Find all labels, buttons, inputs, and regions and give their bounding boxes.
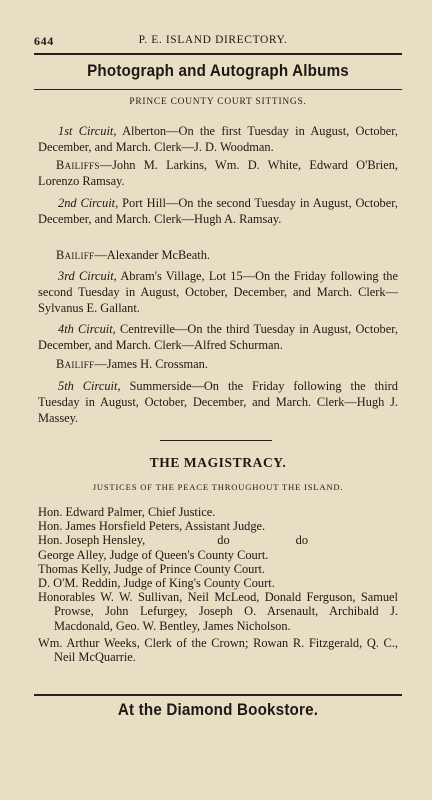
circuit-4-entry (38, 321, 398, 353)
list-item-name: Hon. Joseph Hensley, (38, 533, 146, 548)
page-number: 644 (34, 34, 54, 48)
circuit-1-text: Alberton—On the first Tuesday in August, October, December, and March. Clerk—J. D. Woodman. (38, 124, 399, 154)
circuit-2-label: 2nd Circuit, (58, 196, 119, 210)
ditto-mark: do (217, 533, 230, 548)
list-item: Hon. James Horsfield Peters, Assistant Judge. (38, 519, 266, 534)
footer-rule (34, 694, 402, 696)
circuit-4-text: Centreville—On the third Tuesday in August, October, December, and March. Clerk—Alfred Schurman. (38, 322, 398, 352)
bottom-advert-banner: At the Diamond Bookstore. (117, 701, 319, 719)
list-item: D. O'M. Reddin, Judge of King's County Court. (38, 576, 275, 591)
section-divider (160, 440, 272, 441)
justices-subheading: JUSTICES OF THE PEACE THROUGHOUT THE ISLAND. (92, 482, 344, 492)
circuit-5-entry (38, 378, 398, 426)
circuit-2-bailiff (38, 247, 398, 263)
bailiffs-names: —John M. Larkins, Wm. D. White, Edward O'Brien, Lorenzo Ramsay. (38, 158, 398, 188)
bailiff-name: —James H. Crossman. (94, 357, 208, 371)
bailiff-name: —Alexander McBeath. (94, 248, 210, 262)
banner-rule-top (34, 89, 402, 90)
circuit-2-text: Port Hill—On the second Tuesday in August, October, December, and March. Clerk—Hugh A. Ramsay. (38, 196, 398, 226)
header-rule (34, 53, 402, 55)
circuit-4-label: 4th Circuit, (58, 322, 116, 336)
circuit-3-entry (38, 268, 398, 316)
circuit-4-bailiff (38, 356, 398, 372)
list-item: George Alley, Judge of Queen's County Court. (38, 547, 269, 562)
circuit-3-text: Abram's Village, Lot 15—On the Friday following the second Tuesday in August, October, December, and March. Clerk—Sylvanus E. Gallant. (38, 269, 398, 315)
list-item: Thomas Kelly, Judge of Prince County Court. (38, 561, 266, 576)
top-advert-banner: Photograph and Autograph Albums (87, 62, 349, 80)
running-title: P. E. ISLAND DIRECTORY. (138, 34, 288, 46)
circuit-2-entry (38, 195, 398, 227)
list-item: Wm. Arthur Weeks, Clerk of the Crown; Rowan R. Fitzgerald, Q. C., Neil McQuarrie. (38, 635, 398, 665)
circuit-1-bailiffs (38, 157, 398, 189)
list-item: Hon. Edward Palmer, Chief Justice. (38, 505, 216, 519)
magistracy-list (38, 505, 398, 664)
ditto-mark: do (295, 533, 309, 548)
bailiffs-label: Bailiffs (56, 158, 100, 172)
circuit-1-entry (38, 123, 398, 155)
bailiff-label: Bailiff (56, 357, 95, 371)
bailiff-label: Bailiff (56, 248, 95, 262)
circuit-1-label: 1st Circuit, (58, 124, 117, 138)
magistracy-title: THE MAGISTRACY. (149, 455, 287, 470)
court-sittings-heading: PRINCE COUNTY COURT SITTINGS. (129, 97, 307, 107)
circuit-5-label: 5th Circuit, (58, 379, 121, 393)
circuit-3-label: 3rd Circuit, (58, 269, 117, 283)
list-item (38, 533, 398, 547)
list-item: Honorables W. W. Sullivan, Neil McLeod, Donald Ferguson, Samuel Prowse, John Lefurgey, Joseph O. Arsenault, Archibald J. Macdonald, Geo. W. Bentley, James Nicholson. (38, 590, 398, 633)
circuit-5-text: Summerside—On the Friday following the third Tuesday in August, October, December, and March. Clerk—Hugh J. Massey. (38, 379, 398, 425)
